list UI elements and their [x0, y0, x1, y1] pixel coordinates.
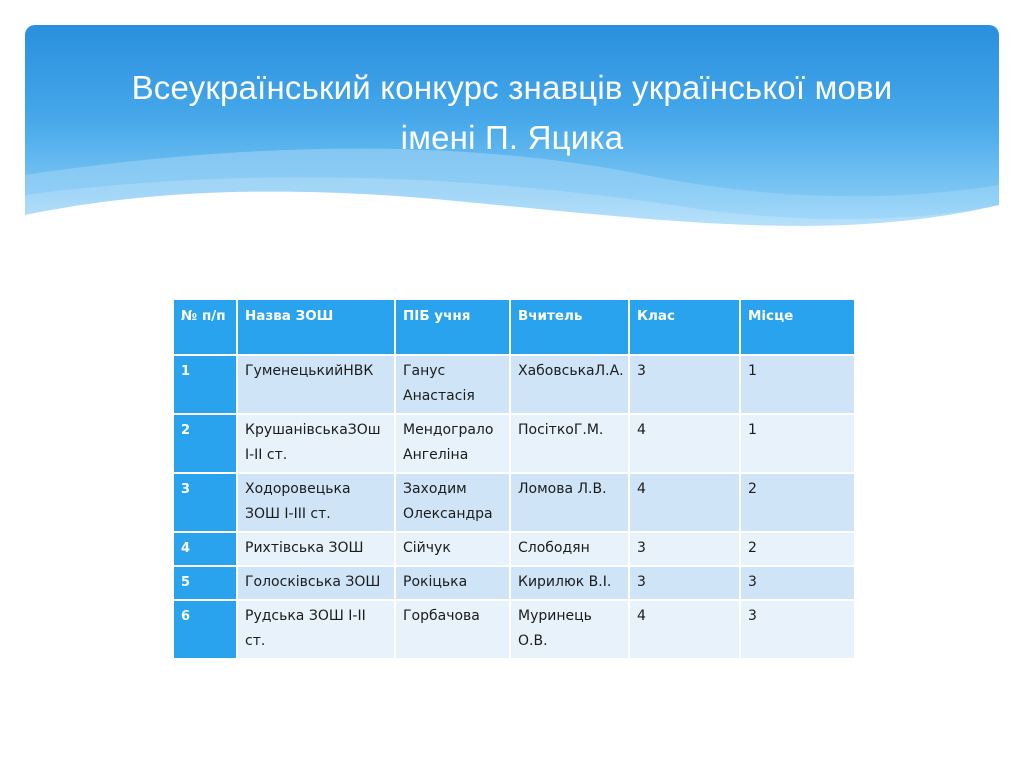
row-number: 1: [173, 355, 237, 414]
teacher-cell: ХабовськаЛ.А.: [510, 355, 629, 414]
teacher-cell: Ломова Л.В.: [510, 473, 629, 532]
student-cell: Заходим Олександра: [395, 473, 510, 532]
school-cell: Рихтівська ЗОШ: [237, 532, 395, 566]
school-cell: ГуменецькийНВК: [237, 355, 395, 414]
grade-cell: 3: [629, 355, 740, 414]
student-cell: Ганус Анастасія: [395, 355, 510, 414]
header-teacher: Вчитель: [510, 299, 629, 355]
row-number: 3: [173, 473, 237, 532]
student-cell: Рокіцька: [395, 566, 510, 600]
table-header-row: [173, 299, 855, 355]
header-grade: Клас: [629, 299, 740, 355]
place-cell: 3: [740, 600, 855, 659]
header-place: Місце: [740, 299, 855, 355]
student-cell: Мендограло Ангеліна: [395, 414, 510, 473]
grade-cell: 3: [629, 566, 740, 600]
teacher-cell: Муринець О.В.: [510, 600, 629, 659]
table-row: [173, 600, 855, 659]
table-row: [173, 532, 855, 566]
grade-cell: 3: [629, 532, 740, 566]
place-cell: 1: [740, 414, 855, 473]
school-cell: Голосківська ЗОШ: [237, 566, 395, 600]
slide-title: [25, 63, 999, 163]
title-banner: [25, 25, 999, 235]
school-cell: Рудська ЗОШ І-ІІ ст.: [237, 600, 395, 659]
grade-cell: 4: [629, 473, 740, 532]
table-row: [173, 566, 855, 600]
title-line-2: імені П. Яцика: [400, 119, 624, 156]
teacher-cell: ПосіткоГ.М.: [510, 414, 629, 473]
school-cell: Ходоровецька ЗОШ І-ІІІ ст.: [237, 473, 395, 532]
table-row: [173, 473, 855, 532]
table-row: [173, 414, 855, 473]
row-number: 6: [173, 600, 237, 659]
place-cell: 3: [740, 566, 855, 600]
row-number: 5: [173, 566, 237, 600]
student-cell: Горбачова: [395, 600, 510, 659]
header-number: № п/п: [173, 299, 237, 355]
place-cell: 2: [740, 532, 855, 566]
place-cell: 2: [740, 473, 855, 532]
header-school: Назва ЗОШ: [237, 299, 395, 355]
teacher-cell: Слободян: [510, 532, 629, 566]
header-student: ПІБ учня: [395, 299, 510, 355]
grade-cell: 4: [629, 414, 740, 473]
teacher-cell: Кирилюк В.І.: [510, 566, 629, 600]
school-cell: КрушанівськаЗОш І-ІІ ст.: [237, 414, 395, 473]
title-line-1: Всеукраїнський конкурс знавців української мови: [131, 69, 893, 106]
table-row: [173, 355, 855, 414]
place-cell: 1: [740, 355, 855, 414]
grade-cell: 4: [629, 600, 740, 659]
row-number: 2: [173, 414, 237, 473]
results-table: [172, 298, 856, 660]
student-cell: Сійчук: [395, 532, 510, 566]
row-number: 4: [173, 532, 237, 566]
